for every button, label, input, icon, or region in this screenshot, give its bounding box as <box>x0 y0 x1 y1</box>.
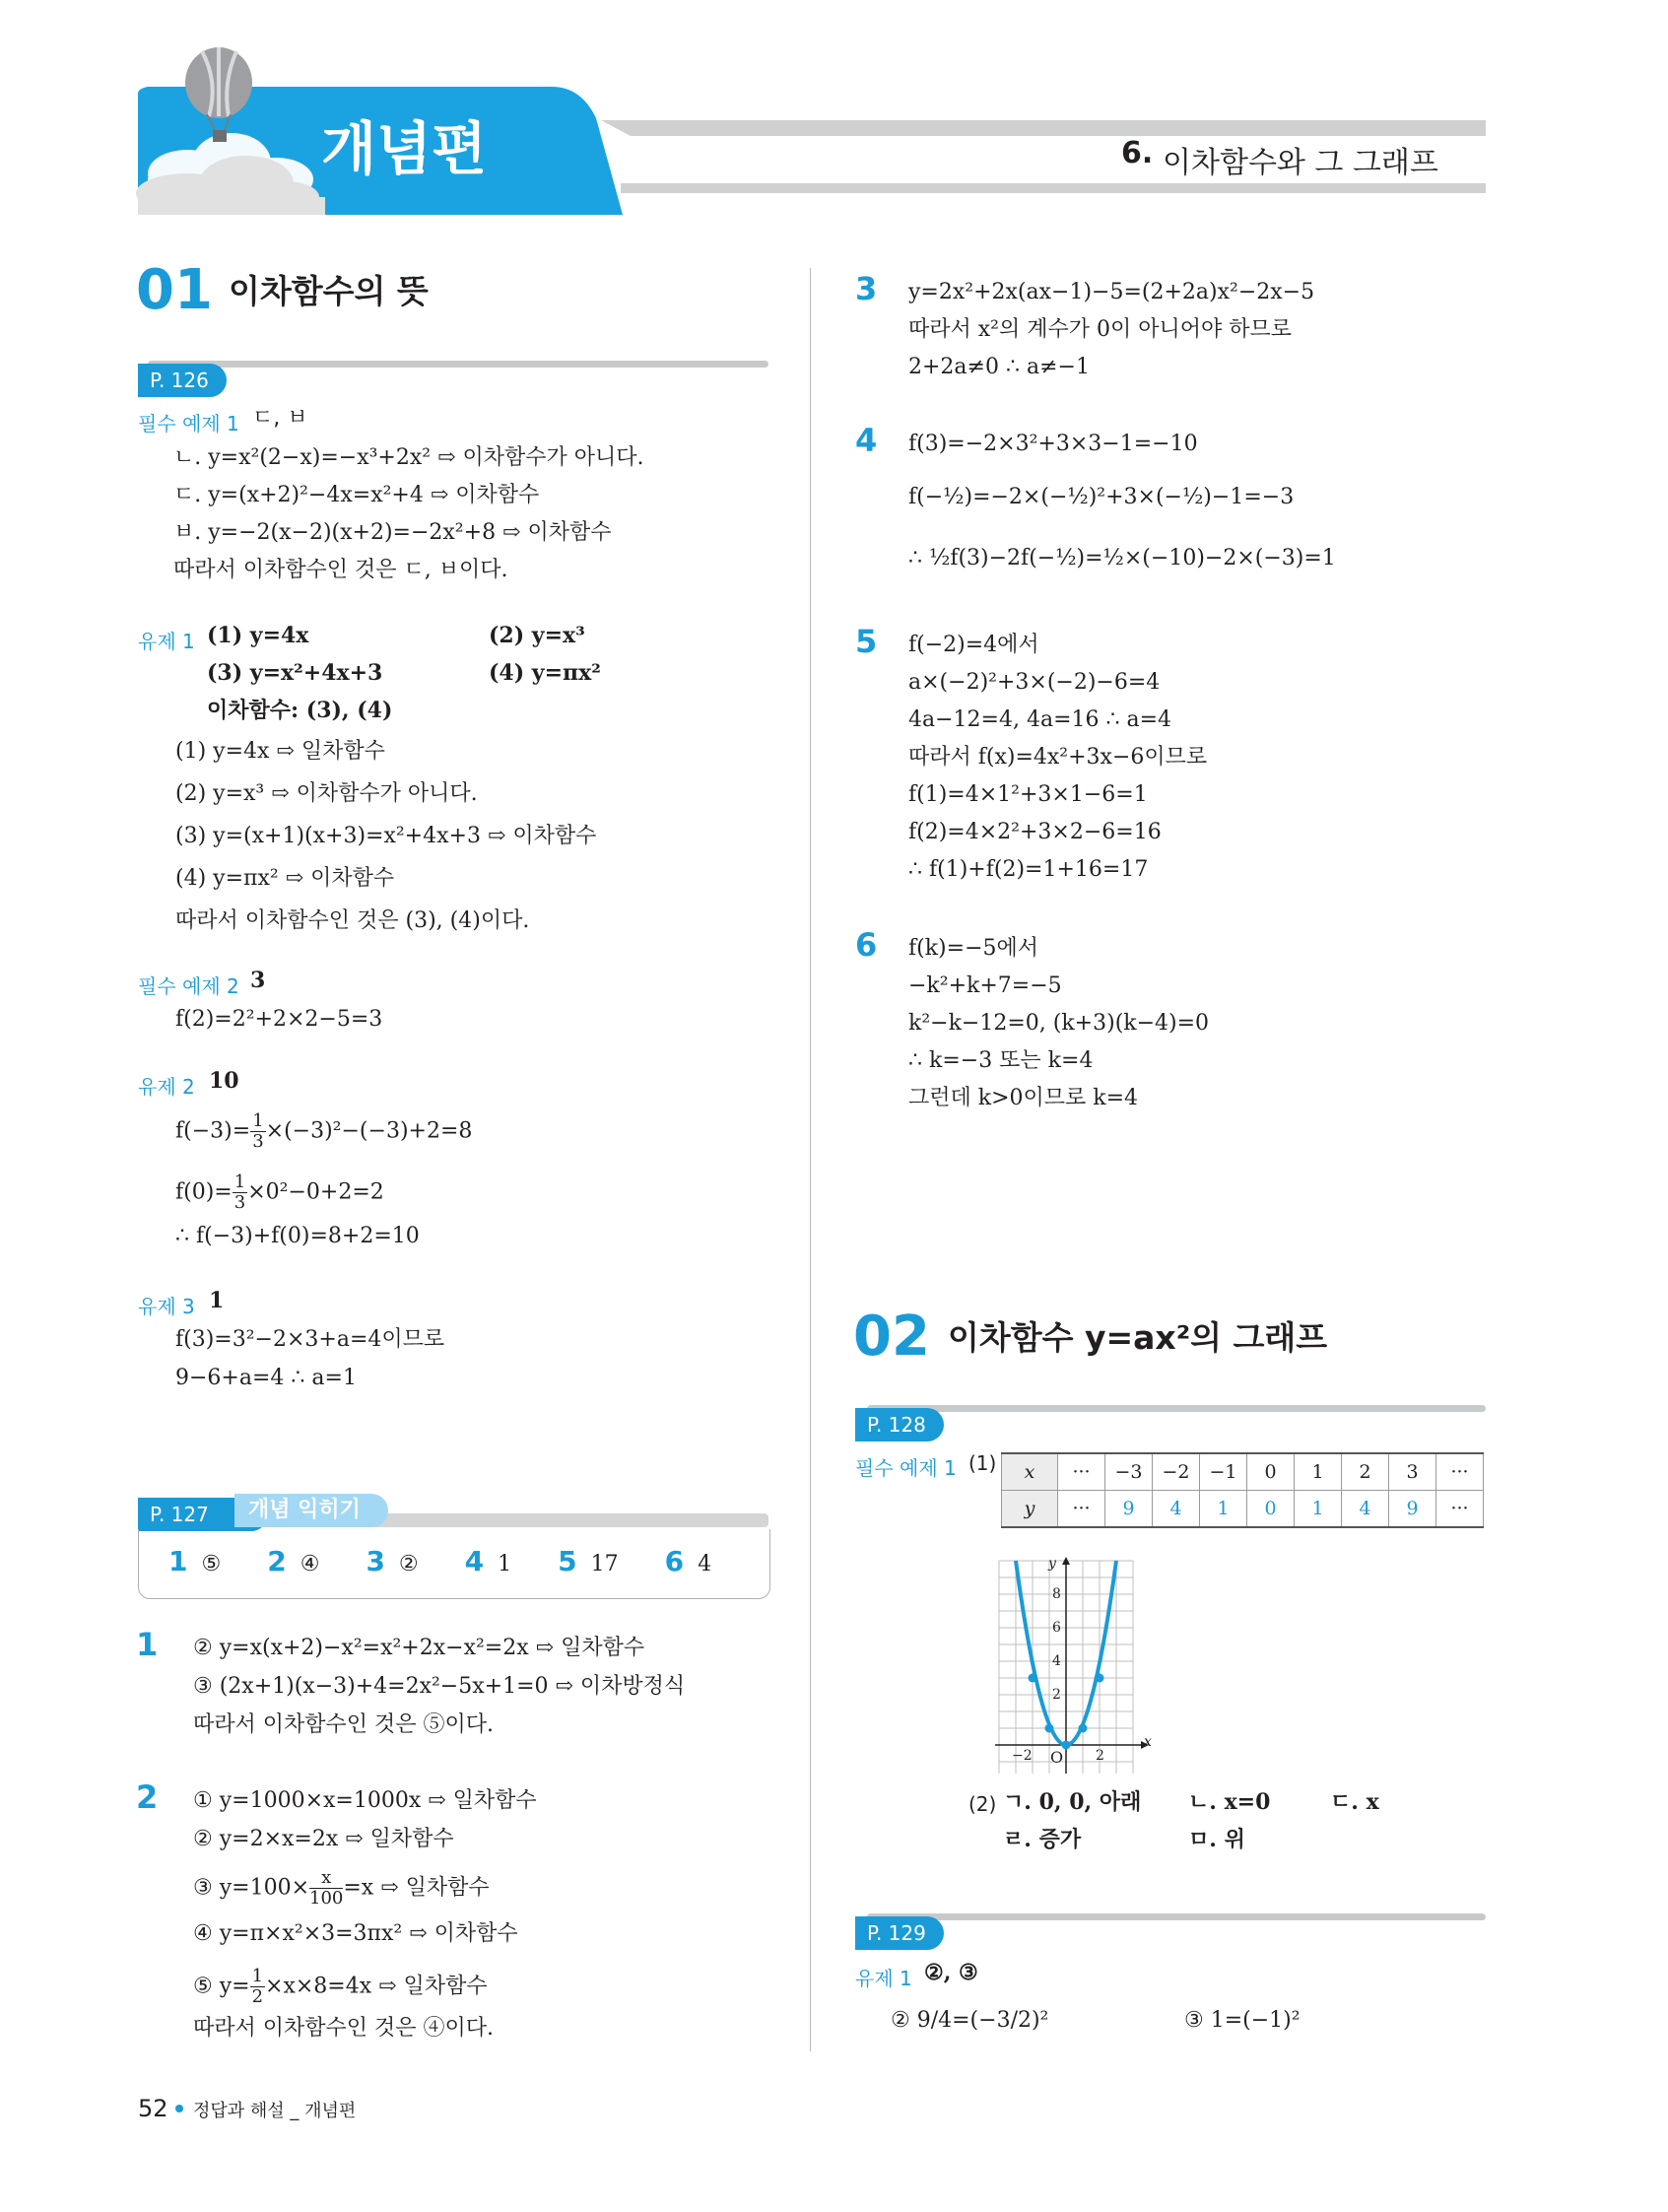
solution-line: ② y=2×x=2x ⇨ 일차함수 <box>193 1827 454 1851</box>
value-table <box>1001 1452 1484 1528</box>
solution-line: 따라서 이차함수인 것은 ⑤이다. <box>193 1712 494 1737</box>
solution-line: ③ y=100× $\frac{x}{100}$ =x ⇨ 일차함수 <box>193 1867 490 1909</box>
section-tag: 개념 익히기 <box>234 1494 388 1527</box>
table-cell: 9 <box>1389 1491 1436 1528</box>
problem-number: 4 <box>855 422 878 459</box>
table-header-x: x <box>1002 1453 1058 1491</box>
example-label: 필수 예제 1 <box>855 1456 957 1480</box>
page-ref-pill: P. 127 <box>138 1498 268 1531</box>
solution-line: ① y=1000×x=1000x ⇨ 일차함수 <box>193 1788 537 1813</box>
solution-line: ④ y=π×x²×3=3πx² ⇨ 이차함수 <box>193 1921 518 1946</box>
table-cell: 3 <box>1389 1453 1436 1491</box>
solution-line: (3) y=(x+1)(x+3)=x²+4x+3 ⇨ 이차함수 <box>175 824 597 848</box>
solution-line: (2) y=x³ ⇨ 이차함수가 아니다. <box>175 781 478 806</box>
section-title: 이차함수 y=ax²의 그래프 <box>948 1318 1328 1357</box>
answer-item: ㄱ. 0, 0, 아래 <box>1003 1789 1142 1815</box>
solution-line: 따라서 f(x)=4x²+3x−6이므로 <box>908 745 1208 770</box>
solution-line: ∴ f(1)+f(2)=1+16=17 <box>908 857 1149 882</box>
table-header-y: y <box>1002 1491 1058 1528</box>
solution-line: f(2)=2²+2×2−5=3 <box>175 1007 383 1032</box>
solution-line: f(2)=4×2²+3×2−6=16 <box>908 820 1162 844</box>
solution-line: ㄴ. y=x²(2−x)=−x³+2x² ⇨ 이차함수가 아니다. <box>173 445 644 470</box>
answer-item: (2) y=x³ <box>489 623 585 648</box>
table-cell: 0 <box>1247 1491 1295 1528</box>
solution-line: 2+2a≠0 ∴ a≠−1 <box>908 355 1090 379</box>
y-axis-label: y <box>1048 1556 1056 1572</box>
problem-number: 6 <box>855 926 878 964</box>
page-number: 52 <box>138 2095 168 2122</box>
section-number: 02 <box>853 1305 930 1369</box>
answer-item: ㄷ. x <box>1330 1789 1379 1815</box>
solution-line: f(3)=3²−2×3+a=4이므로 <box>175 1327 445 1352</box>
solution-line: ② 9/4=(−3/2)² <box>891 2008 1049 2033</box>
example-answer: ㄷ, ㅂ <box>252 406 308 431</box>
solution-line: f(1)=4×1²+3×1−6=1 <box>908 782 1148 807</box>
solution-line: ② y=x(x+2)−x²=x²+2x−x²=2x ⇨ 일차함수 <box>193 1636 645 1660</box>
solution-line: 따라서 x²의 계수가 0이 아니어야 하므로 <box>908 317 1292 342</box>
exercise-label: 유제 3 <box>138 1295 195 1318</box>
table-cell: −3 <box>1105 1453 1153 1491</box>
exercise-answer: ②, ③ <box>924 1960 978 1985</box>
problem-number: 2 <box>136 1778 159 1816</box>
table-cell: ··· <box>1058 1491 1105 1528</box>
footer-text: 정답과 해설 _ 개념편 <box>193 2101 357 2121</box>
solution-line: (1) y=4x ⇨ 일차함수 <box>175 739 385 764</box>
solution-line: ③ 1=(−1)² <box>1184 2008 1301 2033</box>
example-answer: 3 <box>250 968 266 993</box>
page-ref-pill: P. 126 <box>138 364 227 397</box>
table-cell: 2 <box>1342 1453 1389 1491</box>
quick-answer-row: 1 ⑤ 2 ④ 3 ② 4 1 5 17 6 4 <box>168 1545 712 1577</box>
solution-line: ∴ f(−3)+f(0)=8+2=10 <box>175 1224 420 1248</box>
y-tick-label: 6 <box>1052 1620 1061 1636</box>
solution-line: f(k)=−5에서 <box>908 936 1039 961</box>
part-label: (1) <box>968 1451 997 1475</box>
solution-line: f(−½)=−2×(−½)²+3×(−½)−1=−3 <box>908 485 1295 509</box>
exercise-label: 유제 2 <box>138 1075 195 1099</box>
section-number: 01 <box>136 258 213 322</box>
answer-item: ㄴ. x=0 <box>1188 1789 1271 1815</box>
solution-line: 따라서 이차함수인 것은 ④이다. <box>193 2016 494 2041</box>
problem-number: 5 <box>855 623 878 660</box>
table-cell: 1 <box>1200 1491 1247 1528</box>
solution-line: 따라서 이차함수인 것은 (3), (4)이다. <box>175 908 530 933</box>
page-ref-pill: P. 129 <box>855 1916 944 1950</box>
solution-line: a×(−2)²+3×(−2)−6=4 <box>908 670 1161 695</box>
solution-line: ㅂ. y=−2(x−2)(x+2)=−2x²+8 ⇨ 이차함수 <box>173 520 612 545</box>
answer-item: 이차함수: (3), (4) <box>207 698 393 723</box>
table-cell: 0 <box>1247 1453 1295 1491</box>
example-label: 필수 예제 1 <box>138 412 239 436</box>
y-tick-label: 2 <box>1052 1687 1061 1703</box>
parabola-graph <box>995 1557 1153 1777</box>
table-cell: ··· <box>1436 1453 1484 1491</box>
table-cell: 1 <box>1295 1491 1342 1528</box>
part-label: (2) <box>968 1792 997 1816</box>
solution-line: y=2x²+2x(ax−1)−5=(2+2a)x²−2x−5 <box>908 280 1315 304</box>
header-banner <box>0 0 1668 227</box>
exercise-answer: 10 <box>209 1068 239 1094</box>
chapter-title: 이차함수와 그 그래프 <box>1163 146 1438 180</box>
section-title: 이차함수의 뜻 <box>229 272 429 310</box>
page-ref-pill: P. 128 <box>855 1408 944 1441</box>
divider-bar <box>867 1405 1486 1412</box>
solution-line: f(−3)= $\frac{1}{3}$ ×(−3)²−(−3)+2=8 <box>175 1110 473 1152</box>
origin-label: O <box>1050 1748 1064 1767</box>
solution-line: ㄷ. y=(x+2)²−4x=x²+4 ⇨ 이차함수 <box>173 483 540 507</box>
solution-line: −k²+k+7=−5 <box>908 973 1062 998</box>
example-label: 필수 예제 2 <box>138 974 239 998</box>
column-divider <box>810 268 811 2051</box>
exercise-answer: 1 <box>209 1288 225 1313</box>
solution-line: 4a−12=4, 4a=16 ∴ a=4 <box>908 707 1172 732</box>
solution-line: ∴ ½f(3)−2f(−½)=½×(−10)−2×(−3)=1 <box>908 546 1336 570</box>
chapter-number: 6. <box>1121 136 1154 170</box>
table-cell: ··· <box>1058 1453 1105 1491</box>
problem-number: 1 <box>136 1626 159 1663</box>
answer-item: (4) y=πx² <box>489 660 601 686</box>
solution-line: 따라서 이차함수인 것은 ㄷ, ㅂ이다. <box>173 558 508 582</box>
solution-line: ③ (2x+1)(x−3)+4=2x²−5x+1=0 ⇨ 이차방정식 <box>193 1674 686 1699</box>
header-title: 개념편 <box>321 115 488 182</box>
x-tick-label: 2 <box>1096 1748 1104 1764</box>
divider-bar <box>148 361 768 368</box>
y-tick-label: 8 <box>1052 1586 1061 1602</box>
solution-line: f(3)=−2×3²+3×3−1=−10 <box>908 432 1198 456</box>
divider-bar <box>867 1913 1486 1920</box>
answer-item: ㅁ. 위 <box>1188 1827 1245 1852</box>
table-cell: ··· <box>1436 1491 1484 1528</box>
solution-line: ∴ k=−3 또는 k=4 <box>908 1048 1094 1073</box>
solution-line: k²−k−12=0, (k+3)(k−4)=0 <box>908 1011 1210 1036</box>
quick-answer-box <box>138 1529 770 1599</box>
table-cell: −1 <box>1200 1453 1247 1491</box>
exercise-label: 유제 1 <box>138 630 195 653</box>
answer-item: ㄹ. 증가 <box>1003 1827 1082 1852</box>
solution-line: ⑤ y= $\frac{1}{2}$ ×x×8=4x ⇨ 일차함수 <box>193 1966 488 2007</box>
bullet-dot <box>175 2105 183 2112</box>
answer-item: (1) y=4x <box>207 623 309 648</box>
x-tick-label: −2 <box>1012 1748 1033 1764</box>
solution-line: f(−2)=4에서 <box>908 633 1039 657</box>
solution-line: 그런데 k>0이므로 k=4 <box>908 1086 1139 1110</box>
exercise-label: 유제 1 <box>855 1967 912 1990</box>
y-tick-label: 4 <box>1052 1653 1061 1669</box>
solution-line: (4) y=πx² ⇨ 이차함수 <box>175 866 395 891</box>
table-cell: 4 <box>1153 1491 1200 1528</box>
table-cell: 4 <box>1342 1491 1389 1528</box>
table-cell: 1 <box>1295 1453 1342 1491</box>
problem-number: 3 <box>855 270 878 307</box>
solution-line: 9−6+a=4 ∴ a=1 <box>175 1366 357 1390</box>
x-axis-label: x <box>1144 1734 1152 1750</box>
answer-item: (3) y=x²+4x+3 <box>207 660 383 686</box>
table-cell: 9 <box>1105 1491 1153 1528</box>
table-cell: −2 <box>1153 1453 1200 1491</box>
solution-line: f(0)= $\frac{1}{3}$ ×0²−0+2=2 <box>175 1172 384 1213</box>
